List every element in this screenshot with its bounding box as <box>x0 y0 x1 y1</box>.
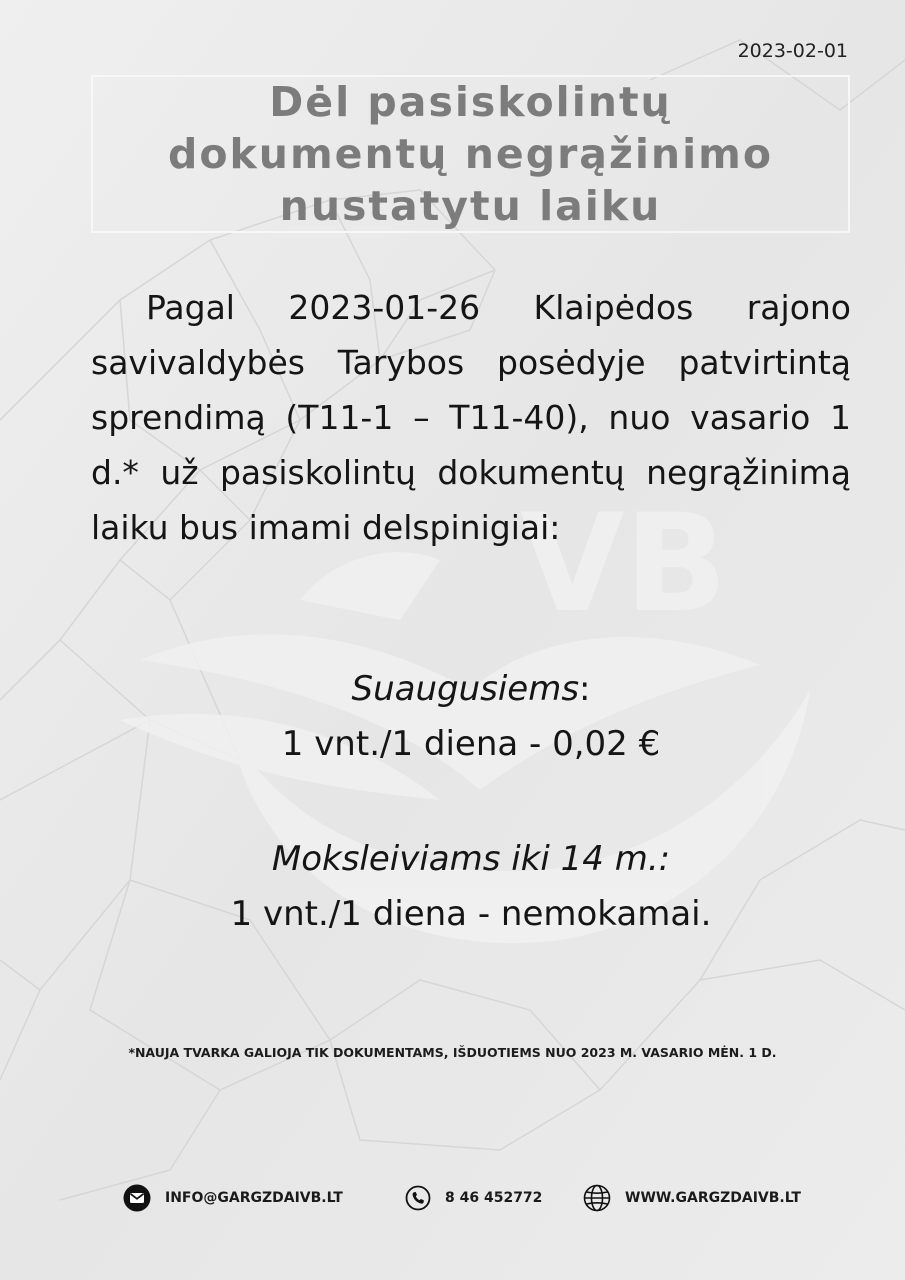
date-label: 2023-02-01 <box>737 40 848 62</box>
rate-adults-label: Suaugusiems <box>351 669 580 709</box>
rate-students <box>91 832 851 942</box>
footnote: *NAUJA TVARKA GALIOJA TIK DOKUMENTAMS, IŠDUOTIEMS NUO 2023 M. VASARIO MĖN. 1 D. <box>128 1045 777 1060</box>
title-line-1: Dėl pasiskolintų <box>269 78 672 126</box>
page-title <box>101 76 841 232</box>
contact-phone[interactable] <box>405 1183 542 1213</box>
vb-watermark: VB <box>520 485 728 642</box>
announcement-text: Pagal 2023-01-26 Klaipėdos rajono savivaldybės Tarybos posėdyje patvirtintą sprendimą (T11-1 – T11-40), nuo vasario 1 d.* už pasiskolintų dokumentų negrąžinimą laiku bus imami delspinigiai: <box>91 288 851 547</box>
title-line-2: dokumentų negrąžinimo <box>167 130 774 178</box>
contact-email[interactable] <box>123 1183 343 1213</box>
rate-students-value: 1 vnt./1 diena - nemokamai. <box>230 894 712 934</box>
rate-students-label: Moksleiviams iki 14 m.: <box>271 839 671 879</box>
globe-icon <box>583 1184 611 1212</box>
phone-icon <box>405 1185 431 1211</box>
rate-adults-colon: : <box>579 669 591 709</box>
rate-adults <box>91 662 851 772</box>
rate-adults-value: 1 vnt./1 diena - 0,02 € <box>281 724 661 764</box>
title-frame <box>91 75 850 233</box>
contact-bar <box>0 1183 905 1213</box>
web-text[interactable]: WWW.GARGZDAIVB.LT <box>625 1190 801 1206</box>
mail-icon <box>123 1184 151 1212</box>
title-line-3: nustatytu laiku <box>279 182 662 230</box>
email-text[interactable]: INFO@GARGZDAIVB.LT <box>165 1190 343 1206</box>
phone-text[interactable]: 8 46 452772 <box>445 1190 543 1206</box>
contact-web[interactable] <box>583 1183 801 1213</box>
